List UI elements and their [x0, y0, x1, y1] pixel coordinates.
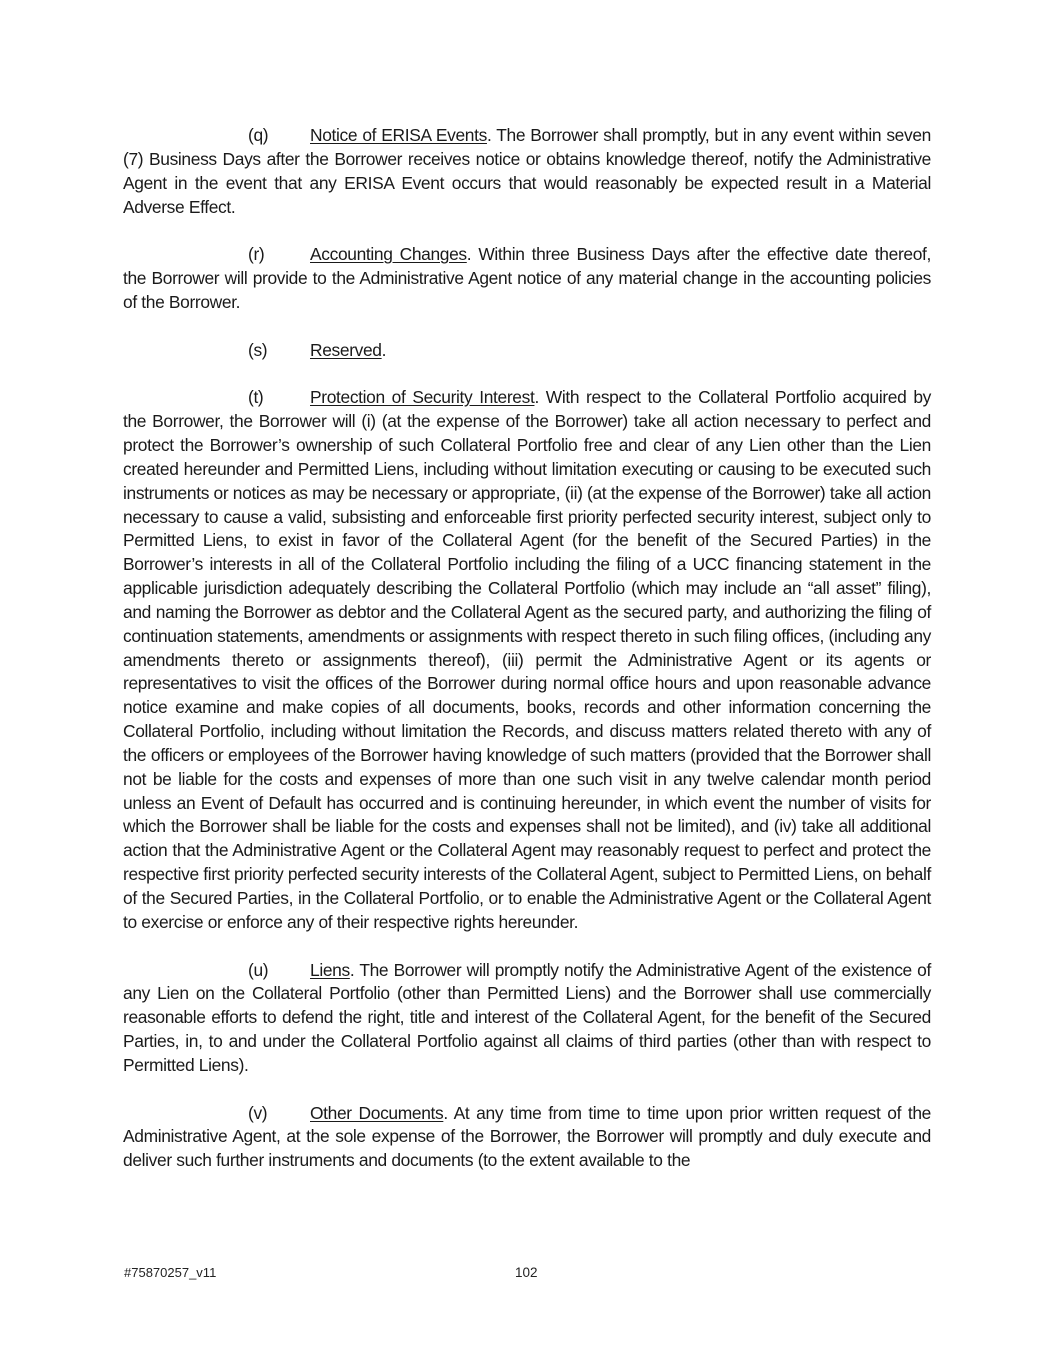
section-number: (t): [248, 387, 264, 408]
section-number: (u): [248, 959, 269, 980]
section-body: .: [381, 339, 387, 360]
section-v: [123, 1102, 931, 1174]
footer-document-id: #75870257_v11: [124, 1265, 217, 1280]
section-number: (v): [248, 1102, 268, 1123]
section-number: (q): [248, 125, 269, 145]
section-heading: Other Documents: [310, 1102, 444, 1123]
section-number: (s): [248, 339, 268, 360]
section-body: . At any time from time to time upon prior written request of the Administrative Agent, at the sole expense of the Borrower, the Borrower will promptly and duly execute and deliver such further instruments and documents (to the extent available to the: [123, 1102, 931, 1171]
section-body: . The Borrower shall promptly, but in any event within seven (7) Business Days after the Borrower receives notice or obtains knowledge thereof, notify the Administrative Agent in the event that any ERISA Event occurs that would reasonably be expected result in a Material Adverse Effect.: [123, 125, 931, 217]
section-s: [123, 339, 931, 363]
section-body: . Within three Business Days after the effective date thereof, the Borrower will provide to the Administrative Agent notice of any material change in the accounting policies of the Borrower.: [123, 244, 931, 312]
section-body: . The Borrower will promptly notify the Administrative Agent of the existence of any Lien on the Collateral Portfolio (other than Permitted Liens) and the Borrower shall use commercially reasonable efforts to defend the right, title and interest of the Collateral Agent, for the benefit of the Secured Parties, in, to and under the Collateral Portfolio against all claims of third parties (other than with respect to Permitted Liens).: [123, 959, 931, 1075]
document-page: [123, 124, 931, 1197]
section-q: [123, 124, 931, 219]
section-heading: Notice of ERISA Events: [310, 125, 487, 145]
section-heading: Liens: [310, 959, 350, 980]
section-r: [123, 243, 931, 315]
footer-page-number: 102: [515, 1265, 538, 1280]
section-number: (r): [248, 244, 265, 265]
section-t: [123, 386, 931, 934]
section-heading: Accounting Changes: [310, 244, 467, 265]
section-u: [123, 959, 931, 1078]
section-heading: Protection of Security Interest: [310, 387, 535, 408]
section-body: . With respect to the Collateral Portfolio acquired by the Borrower, the Borrower will (i) (at the expense of the Borrower) take all action necessary to perfect and protect the Borrower’s ownership of such Collateral Portfolio free and clear of any Lien other than the Lien created hereunder and Permitted Liens, including without limitation executing or causing to be executed such instruments or notices as may be necessary or appropriate, (ii) (at the expense of the Borrower) take all action necessary to cause a valid, subsisting and enforceable first priority perfected security interest, subject only to Permitted Liens, to exist in favor of the Collateral Agent (for the benefit of the Secured Parties) in the Borrower’s interests in all of the Collateral Portfolio including the filing of a UCC financing statement in the applicable jurisdiction adequately describing the Collateral Portfolio (which may include an “all asset” filing), and naming the Borrower as debtor and the Collateral Agent as the secured party, and authorizing the filing of continuation statements, amendments or assignments with respect thereto in such filing offices, (including any amendments thereto or assignments thereof), (iii) permit the Administrative Agent or its agents or representatives to visit the offices of the Borrower during normal office hours and upon reasonable advance notice examine and make copies of all documents, books, records and other information concerning the Collateral Portfolio, including without limitation the Records, and discuss matters related thereto with any of the officers or employees of the Borrower having knowledge of such matters (provided that the Borrower shall not be liable for the costs and expenses of more than one such visit in any twelve calendar month period unless an Event of Default has occurred and is continuing hereunder, in which event the number of visits for which the Borrower shall be liable for the costs and expenses shall not be limited), and (iv) take all additional action that the Administrative Agent or the Collateral Agent may reasonably request to perfect and protect the respective first priority perfected security interests of the Collateral Agent, subject to Permitted Liens, on behalf of the Secured Parties, in the Collateral Portfolio, or to enable the Administrative Agent or the Collateral Agent to exercise or enforce any of their respective rights hereunder.: [123, 387, 931, 932]
section-heading: Reserved: [310, 339, 382, 360]
